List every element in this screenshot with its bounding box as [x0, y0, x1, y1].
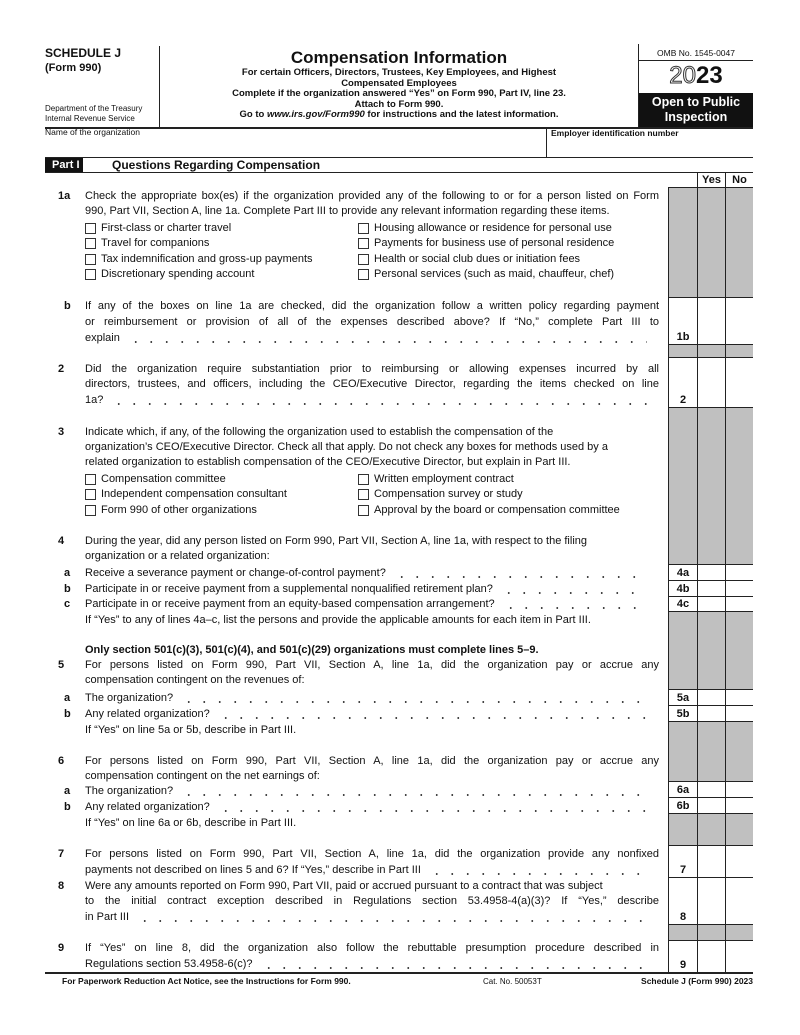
instruction: Go to www.irs.gov/Form990 for instructions and the latest information. [239, 109, 559, 120]
question-text: organization or a related organization: [85, 550, 270, 562]
shaded-cell [668, 814, 753, 846]
note-text: If “Yes” on line 6a or 6b, describe in Part III. [85, 817, 297, 829]
line-letter: a [64, 692, 71, 704]
department: Department of the Treasury [45, 104, 143, 113]
omb-block [638, 44, 753, 128]
question-text: For persons listed on Form 990, Part VII, Section A, line 1a, did the organization provide any nonfixed [85, 848, 659, 860]
divider [45, 972, 753, 974]
line-number: 2 [58, 363, 65, 375]
checkbox-housing-allowance[interactable]: Housing allowance or residence for personal use [358, 221, 612, 235]
checkbox-business-residence[interactable]: Payments for business use of personal residence [358, 236, 614, 250]
ein-label: Employer identification number [551, 128, 679, 138]
line-letter: b [64, 300, 71, 312]
answer-row-4c[interactable]: 4c [668, 597, 753, 612]
question-text: or reimbursement or provision of all of the expenses described above? If “No,” complete Part III to [85, 316, 659, 328]
footer-notice: For Paperwork Reduction Act Notice, see the Instructions for Form 990. [62, 976, 351, 986]
question-text: If “Yes” on line 8, did the organization also follow the rebuttable presumption procedure described in [85, 942, 659, 954]
catalog-number: Cat. No. 50053T [483, 977, 542, 986]
question-text: Did the organization require substantiation prior to reimbursing or allowing expenses incurred by all [85, 363, 659, 375]
line-letter: c [64, 598, 71, 610]
shaded-cell [668, 722, 753, 782]
shaded-cell [668, 188, 753, 298]
checkbox-compensation-consultant[interactable]: Independent compensation consultant [85, 487, 287, 501]
shaded-cell [668, 408, 753, 565]
agency: Internal Revenue Service [45, 114, 135, 123]
question-text: During the year, did any person listed on Form 990, Part VII, Section A, line 1a, with respect to the filing [85, 535, 587, 547]
question-text: Check the appropriate box(es) if the organization provided any of the following to or for a person listed on Form [85, 190, 659, 202]
answer-row-5a[interactable]: 5a [668, 690, 753, 706]
question-text: For persons listed on Form 990, Part VII, Section A, line 1a, did the organization pay or accrue any [85, 659, 659, 671]
line-number: 7 [58, 848, 65, 860]
note-text: If “Yes” on line 5a or 5b, describe in Part III. [85, 724, 297, 736]
question-text: Participate in or receive payment from an equity-based compensation arrangement? [85, 597, 647, 611]
line-number: 5 [58, 659, 65, 671]
ein-field[interactable] [546, 128, 753, 157]
answer-row-6b[interactable]: 6b [668, 798, 753, 814]
line-letter: a [64, 567, 71, 579]
question-text: If any of the boxes on line 1a are checked, did the organization follow a written policy regarding payment [85, 300, 659, 312]
schedule-id [45, 46, 160, 128]
question-text: to the initial contract exception described in Regulations section 53.4958-4(a)(3)? If “Yes,” describe [85, 895, 659, 907]
question-text: Were any amounts reported on Form 990, Part VII, paid or accrued pursuant to a contract that was subject [85, 880, 603, 892]
question-text: Any related organization? [85, 800, 647, 814]
shaded-cell [668, 612, 753, 690]
checkbox-discretionary-spending[interactable]: Discretionary spending account [85, 267, 254, 281]
section-notice: Only section 501(c)(3), 501(c)(4), and 501(c)(29) organizations must complete lines 5–9. [85, 644, 539, 656]
answer-row-4b[interactable]: 4b [668, 581, 753, 597]
instruction: Complete if the organization answered “Yes” on Form 990, Part IV, line 23. [232, 88, 566, 99]
public-inspection-badge: Open to Public Inspection [639, 93, 753, 127]
question-text: compensation contingent on the net earnings of: [85, 770, 320, 782]
tax-year: 2023 [669, 62, 723, 89]
part-label: Part I [45, 158, 83, 172]
subtitle: Compensated Employees [341, 77, 457, 89]
checkbox-travel-companions[interactable]: Travel for companions [85, 236, 209, 250]
checkbox-tax-indemnification[interactable]: Tax indemnification and gross-up payments [85, 252, 313, 266]
answer-row-2[interactable]: 2 [668, 358, 753, 408]
instruction: Attach to Form 990. [354, 98, 444, 110]
question-text: 1a? [85, 393, 647, 407]
question-text: organization’s CEO/Executive Director. Check all that apply. Do not check any boxes for methods used by a [85, 441, 608, 453]
answer-row-6a[interactable]: 6a [668, 782, 753, 798]
question-text: Any related organization? [85, 707, 647, 721]
question-text: Regulations section 53.4958-6(c)? [85, 957, 647, 971]
part-title: Questions Regarding Compensation [112, 158, 321, 172]
checkbox-form-990-others[interactable]: Form 990 of other organizations [85, 503, 257, 517]
checkbox-compensation-committee[interactable]: Compensation committee [85, 472, 226, 486]
question-text: directors, trustees, and officers, including the CEO/Executive Director, regarding the items checked on line [85, 378, 659, 390]
checkbox-board-approval[interactable]: Approval by the board or compensation committee [358, 503, 620, 517]
line-letter: b [64, 583, 71, 595]
question-text: compensation contingent on the revenues of: [85, 674, 305, 686]
line-number: 1a [58, 190, 71, 202]
line-letter: b [64, 708, 71, 720]
question-text: The organization? [85, 784, 647, 798]
checkbox-employment-contract[interactable]: Written employment contract [358, 472, 514, 486]
question-text: Indicate which, if any, of the following the organization used to establish the compensation of the [85, 426, 554, 438]
note-text: If “Yes” to any of lines 4a–c, list the persons and provide the applicable amounts for each item in Part III. [85, 614, 591, 626]
shaded-cell [668, 925, 753, 941]
answer-row-5b[interactable]: 5b [668, 706, 753, 722]
irs-link[interactable]: www.irs.gov/Form990 [266, 109, 365, 120]
divider [45, 172, 753, 173]
checkbox-personal-services[interactable]: Personal services (such as maid, chauffeur, chef) [358, 267, 614, 281]
question-text: payments not described on lines 5 and 6? If “Yes,” describe in Part III [85, 863, 647, 877]
answer-row-8[interactable]: 8 [668, 878, 753, 925]
checkbox-first-class-travel[interactable]: First-class or charter travel [85, 221, 231, 235]
line-number: 8 [58, 880, 65, 892]
question-text: in Part III [85, 910, 647, 924]
schedule-name: SCHEDULE J [45, 46, 122, 60]
question-text: Participate in or receive payment from a supplemental nonqualified retirement plan? [85, 582, 647, 596]
question-text: The organization? [85, 691, 647, 705]
org-name-field[interactable] [45, 137, 545, 156]
question-text: 990, Part VII, Section A, line 1a. Complete Part III to provide any relevant information regarding these items. [85, 205, 610, 217]
question-text: For persons listed on Form 990, Part VII, Section A, line 1a, did the organization pay or accrue any [85, 755, 659, 767]
form-title: Compensation Information [290, 48, 508, 67]
answer-row-4a[interactable]: 4a [668, 565, 753, 581]
question-text: Receive a severance payment or change-of-control payment? [85, 566, 647, 580]
checkbox-compensation-survey[interactable]: Compensation survey or study [358, 487, 523, 501]
answer-header: Yes No [668, 172, 753, 188]
answer-row-9[interactable]: 9 [668, 941, 753, 972]
line-letter: a [64, 785, 71, 797]
question-text: related organization to establish compensation of the CEO/Executive Director, but explain in Part III. [85, 456, 571, 468]
line-number: 9 [58, 942, 65, 954]
form-number: (Form 990) [45, 62, 102, 74]
line-number: 6 [58, 755, 65, 767]
answer-row-7[interactable]: 7 [668, 846, 753, 878]
question-text: explain [85, 331, 647, 345]
form-title-block [160, 48, 638, 121]
omb-number: OMB No. 1545-0047 [639, 44, 753, 61]
line-number: 3 [58, 426, 65, 438]
footer-form-id: Schedule J (Form 990) 2023 [641, 976, 753, 986]
subtitle: For certain Officers, Directors, Trustees, Key Employees, and Highest [241, 67, 557, 78]
shaded-cell [668, 345, 753, 358]
answer-row-1b[interactable]: 1b [668, 298, 753, 345]
org-name-label: Name of the organization [45, 127, 140, 137]
line-number: 4 [58, 535, 65, 547]
line-letter: b [64, 801, 71, 813]
checkbox-club-dues[interactable]: Health or social club dues or initiation fees [358, 252, 580, 266]
